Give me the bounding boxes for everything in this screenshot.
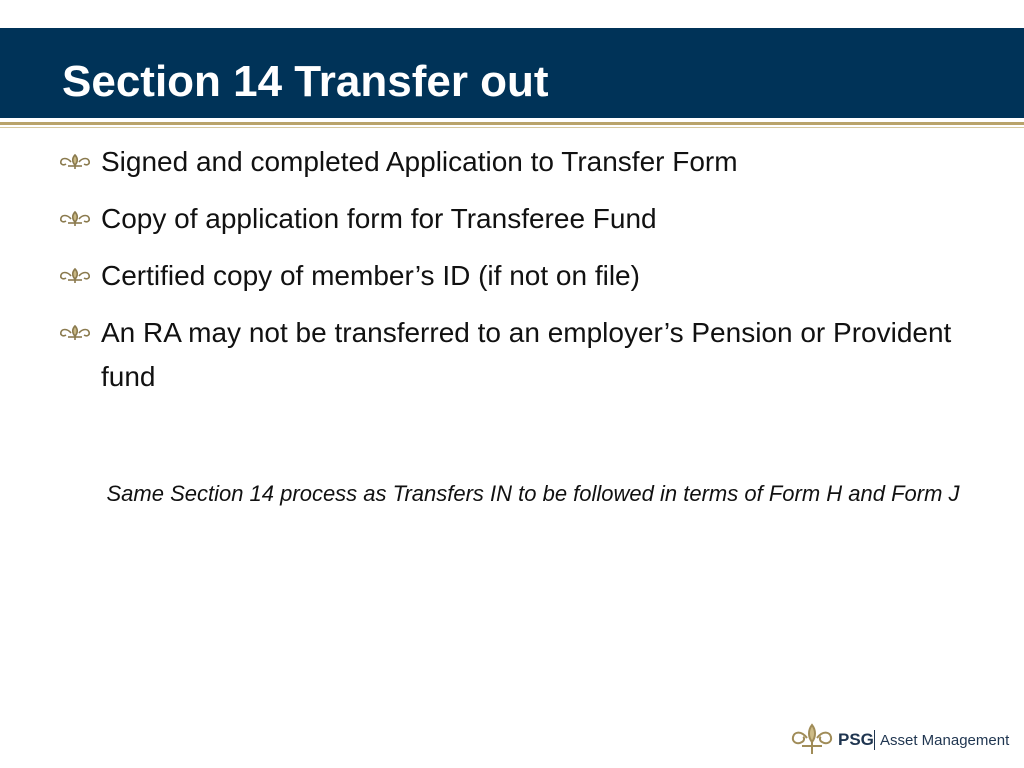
bullet-text: Copy of application form for Transferee Fund bbox=[101, 203, 657, 234]
bullet-item bbox=[58, 140, 958, 184]
bullet-text: Signed and completed Application to Transfer Form bbox=[101, 146, 738, 177]
psg-logo bbox=[790, 722, 1010, 758]
fleur-de-lis-icon bbox=[58, 210, 92, 228]
fleur-de-lis-icon bbox=[58, 267, 92, 285]
bullet-list bbox=[58, 140, 958, 412]
accent-divider bbox=[0, 122, 1024, 125]
logo-brand-text: PSG bbox=[838, 730, 874, 749]
fleur-de-lis-icon bbox=[58, 153, 92, 171]
bullet-text: Certified copy of member’s ID (if not on file) bbox=[101, 260, 640, 291]
bullet-text: An RA may not be transferred to an employer’s Pension or Provident fund bbox=[101, 317, 952, 392]
process-note: Same Section 14 process as Transfers IN to be followed in terms of Form H and Form J bbox=[106, 481, 960, 506]
fleur-de-lis-icon bbox=[58, 324, 92, 342]
slide-title: Section 14 Transfer out bbox=[62, 57, 549, 106]
logo-separator bbox=[874, 730, 875, 750]
bullet-item bbox=[58, 311, 958, 399]
accent-divider-thin bbox=[0, 127, 1024, 128]
bullet-item bbox=[58, 254, 958, 298]
psg-logo-icon bbox=[790, 722, 834, 758]
bullet-item bbox=[58, 197, 958, 241]
logo-division-text: Asset Management bbox=[880, 732, 1010, 749]
